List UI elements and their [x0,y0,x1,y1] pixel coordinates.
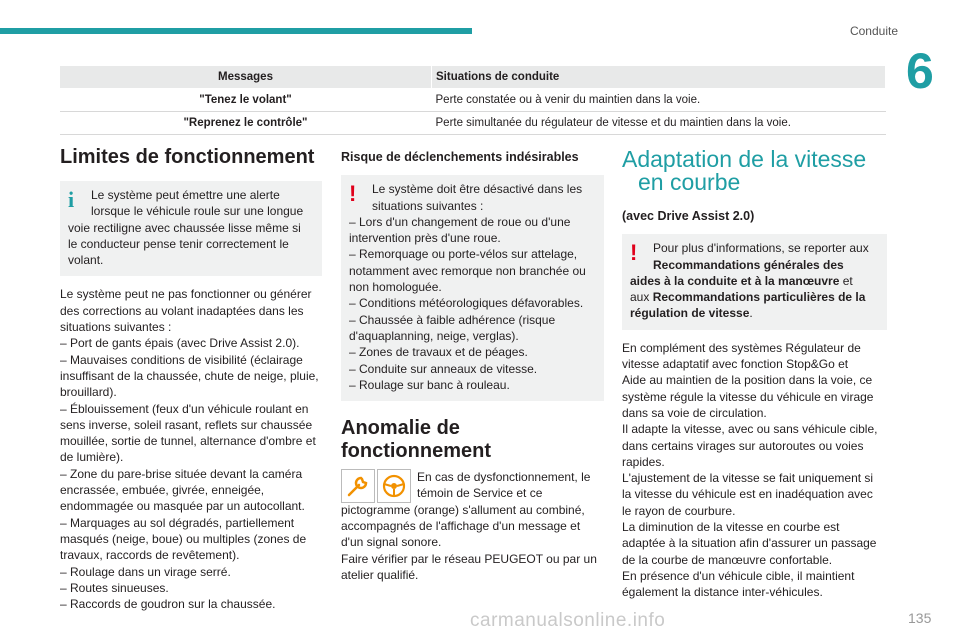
table-header-row [60,66,886,89]
note-line: non homologuée. [349,280,442,295]
note-line: Recommandations générales des [653,257,844,272]
info-note [60,181,322,276]
risks-heading: Risque de déclenchements indésirables [341,150,579,164]
warning-icon: ! [349,181,357,207]
warning-icon: ! [630,240,638,266]
body-line: mouillée, sortie de tunnel, alternance d'ombre et [60,434,316,449]
messages-table [59,65,886,135]
note-line: voie rectiligne avec chaussée lisse même si [68,220,301,235]
note-line: Le système doit être désactivé dans les [372,182,583,197]
body-line: dans sa voie de circulation. [622,405,767,420]
service-warning-icon [341,469,375,503]
note-line: lorsque le véhicule roule sur une longue [91,204,304,219]
anomaly-line: témoin de Service et ce [417,486,543,501]
info-icon: i [68,187,75,212]
body-line: En présence d'un véhicule cible, il maintient [622,568,855,583]
note-line: – Roulage sur banc à rouleau. [349,377,510,392]
table-row [60,112,886,135]
curve-body [622,340,887,601]
note-line: Le système peut émettre une alerte [91,188,280,202]
body-line: Aide au maintien de la position dans la voie, ce [622,373,873,388]
body-line: brouillard). [60,385,117,400]
body-line: de la courbe de manœuvre confortable. [622,552,833,567]
note-line: – Remorquage ou porte-vélos sur attelage, [349,247,578,262]
table-cell-message: "Tenez le volant" [60,89,432,112]
note-line: Pour plus d'informations, se reporter aux [653,241,869,256]
note-text: et [839,273,853,288]
note-bold: aides à la conduite et à la manœuvre [630,273,840,288]
body-line: la vitesse du véhicule est en inadéquation avec [622,487,873,502]
note-line: – Lors d'un changement de roue ou d'une [349,214,571,229]
chapter-number: 6 [906,43,934,99]
body-line: – Port de gants épais (avec Drive Assist 2.0). [60,336,300,351]
curve-heading: Adaptation de la vitesse [622,146,867,172]
table-cell-situation: Perte simultanée du régulateur de vitesse et du maintien dans la voie. [432,112,886,135]
note-line: – Chaussée à faible adhérence (risque [349,312,556,327]
anomaly-line: Faire vérifier par le réseau PEUGEOT ou par un [341,551,597,566]
body-line: – Raccords de goudron sur la chaussée. [60,597,276,612]
body-line: Il adapte la vitesse, avec ou sans véhicule cible, [622,422,878,437]
body-line: En complément des systèmes Régulateur de [622,340,861,355]
table-row [60,89,886,112]
note-line: d'aquaplanning, neige, verglas). [349,328,519,343]
table-header-messages: Messages [60,66,432,89]
body-line: travaux, raccords de revêtement). [60,548,240,563]
body-line: encrassée, embuée, givrée, enneigée, [60,483,265,498]
note-line: intervention près d'une roue. [349,231,501,246]
column-risks [341,149,604,583]
body-line: de lumière). [60,450,124,465]
anomaly-heading-line: Anomalie de [341,417,460,440]
table-header-situations: Situations de conduite [432,66,886,89]
note-line: notamment avec remorque non branchée ou [349,263,586,278]
anomaly-line: En cas de dysfonctionnement, le [417,470,591,485]
body-line: des corrections au volant inadaptées dans les [60,303,304,318]
table-cell-situation: Perte constatée ou à venir du maintien dans la voie. [432,89,886,112]
body-line: également la distance inter-véhicules. [622,585,823,600]
column-curve-speed [622,148,887,601]
body-line: masqués (neige, boue) ou multiples (zones de [60,531,307,546]
note-line: situations suivantes : [372,198,484,213]
warning-note [622,234,887,329]
note-line: – Conditions météorologiques défavorables. [349,296,584,311]
anomaly-line: d'un signal sonore. [341,535,442,550]
watermark: carmanualsonline.info [470,610,666,631]
body-line: insuffisant de la chaussée, chute de neige, pluie, [60,368,319,383]
body-line: situations suivantes : [60,320,172,335]
note-text: . [749,306,753,321]
note-line: le conducteur pense tenir correctement le [68,236,289,251]
body-line: le rayon de courbure. [622,503,736,518]
anomaly-line: atelier qualifié. [341,567,419,582]
header-accent-bar [0,28,472,34]
note-line: volant. [68,253,104,268]
anomaly-heading [341,417,604,463]
note-line: – Zones de travaux et de péages. [349,345,528,360]
body-line: système régule la vitesse du véhicule en virage [622,389,874,404]
page-number: 135 [908,610,932,626]
body-line: dans certains virages sur autoroutes ou voies [622,438,864,453]
body-line: – Marquages au sol dégradés, partiellement [60,515,295,530]
curve-subtitle: (avec Drive Assist 2.0) [622,209,755,223]
note-line: – Conduite sur anneaux de vitesse. [349,361,538,376]
body-line: – Routes sinueuses. [60,580,169,595]
body-line: vitesse adaptatif avec fonction Stop&Go et [622,357,849,372]
limits-body [60,286,322,612]
note-text: aux [630,290,653,305]
body-line: – Mauvaises conditions de visibilité (éclairage [60,352,303,367]
anomaly-body [341,469,604,583]
body-line: endommagée ou masquée par un autocollant. [60,499,305,514]
body-line: L'ajustement de la vitesse se fait uniquement si [622,471,874,486]
limits-heading: Limites de fonctionnement [60,146,315,168]
body-line: sens inverse, soleil rasant, reflets sur chaussée [60,417,313,432]
note-bold: régulation de vitesse [630,306,750,321]
column-limits [60,146,322,612]
body-line: – Éblouissement (feux d'un véhicule roulant en [60,401,309,416]
body-line: – Zone du pare-brise située devant la caméra [60,466,303,481]
body-line: adaptée à la situation afin d'assurer un passage [622,536,877,551]
body-line: rapides. [622,454,665,469]
anomaly-line: pictogramme (orange) s'allument au combiné, [341,502,585,517]
anomaly-line: accompagnés de l'affichage d'un message et [341,519,581,534]
curve-heading-line2: en courbe [638,169,741,195]
steering-assist-icon [377,469,411,503]
anomaly-heading-line: fonctionnement [341,440,491,463]
table-cell-message: "Reprenez le contrôle" [60,112,432,135]
body-line: – Roulage dans un virage serré. [60,564,231,579]
section-title: Conduite [849,24,898,38]
note-bold: Recommandations particulières de la [652,290,866,305]
body-line: Le système peut ne pas fonctionner ou générer [60,287,312,302]
warning-note [341,175,604,401]
body-line: La diminution de la vitesse en courbe est [622,520,840,535]
